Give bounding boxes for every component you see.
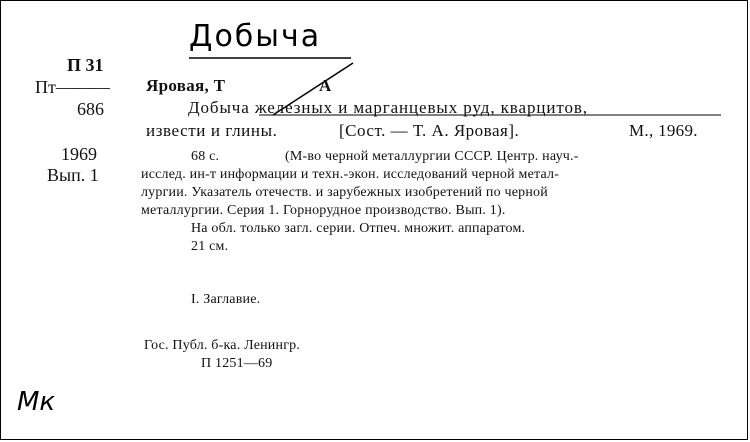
pages: 68 с. [191,149,220,164]
title-line-1: Добыча железных и марганцевых руд, кварцитов, [188,98,588,117]
year: 1969 [61,144,97,164]
series-note-line-1: (М-во черной металлургии СССР. Центр. науч.- [285,149,579,164]
title-line-2-left: извести и глины. [146,121,278,140]
class-mark: П 31 [67,55,104,75]
handwritten-initials: Мк [17,387,56,417]
handwritten-subject-heading: Добыча [189,19,322,54]
issue: Вып. 1 [47,165,99,185]
author: Яровая, Т [146,76,226,95]
series-note-line-4: металлургии. Серия 1. Горнорудное производство. Вып. 1). [141,203,506,218]
code-number: 686 [77,99,104,119]
compiler: [Сост. — Т. А. Яровая]. [339,121,520,140]
publication-place-year: М., 1969. [629,121,698,140]
code-prefix: Пт——— [35,77,110,97]
size-note: 21 см. [191,239,229,254]
series-note-line-3: лургии. Указатель отечеств. и зарубежных изобретений по черной [141,185,548,200]
library-name: Гос. Публ. б-ка. Ленингр. [144,338,301,353]
library-number: П 1251—69 [201,356,273,371]
author-corrected-initial: А [319,76,332,95]
series-note-line-2: исслед. ин-т информации и техн.-экон. исследований черной метал- [141,167,560,182]
cover-note: На обл. только загл. серии. Отпеч. множит. аппаратом. [191,221,526,236]
tracing: I. Заглавие. [191,292,261,307]
